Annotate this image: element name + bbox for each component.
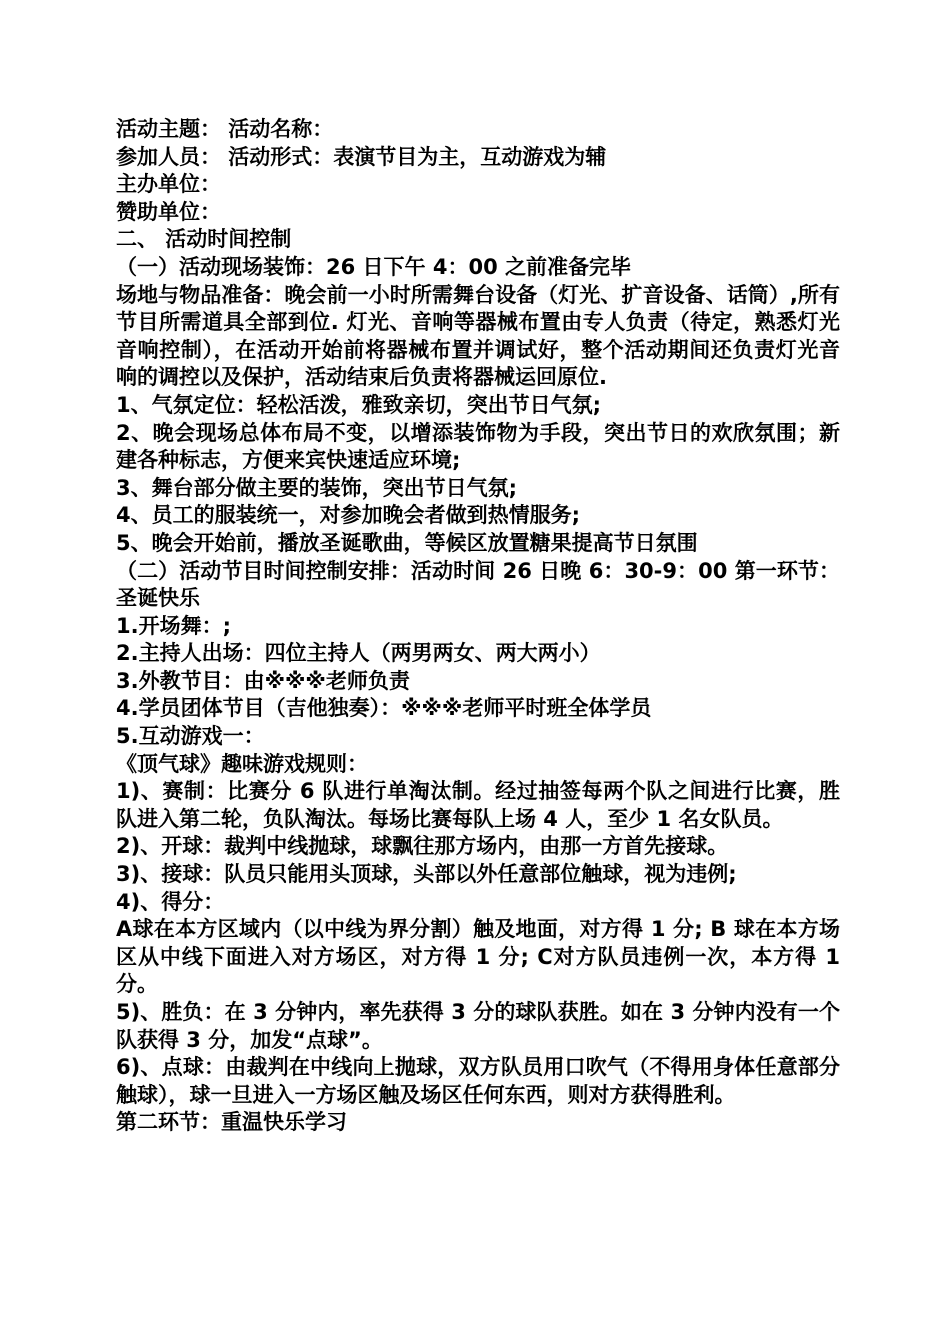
section-heading-time-control: 二、 活动时间控制 bbox=[116, 227, 292, 252]
document-body bbox=[116, 116, 840, 1137]
paragraph-venue-preparation: 场地与物品准备：晚会前一小时所需舞台设备（灯光、扩音设备、话筒）,所有节目所需道具全部到位. 灯光、音响等器械布置由专人负责（待定，熟悉灯光音响控制），在活动开始前将器械布置并调试好，整个活动期间还负责灯光音响的调控以及保护，活动结束后负责将器械运回原位. bbox=[116, 282, 840, 390]
list-item: 2.主持人出场：四位主持人（两男两女、两大两小） bbox=[116, 641, 601, 666]
list-item: 5.互动游戏一： bbox=[116, 724, 265, 749]
list-item: 2、晚会现场总体布局不变，以增添装饰物为手段，突出节日的欢欣氛围；新建各种标志，方便来宾快速适应环境; bbox=[116, 420, 840, 473]
list-item: 5、晚会开始前，播放圣诞歌曲，等候区放置糖果提高节日氛围 bbox=[116, 530, 698, 555]
rule-item: 1)、赛制：比赛分 6 队进行单淘汰制。经过抽签每两个队之间进行比赛，胜队进入第二轮，负队淘汰。每场比赛每队上场 4 人，至少 1 名女队员。 bbox=[116, 779, 840, 831]
list-item: 3、舞台部分做主要的装饰，突出节日气氛; bbox=[116, 475, 518, 500]
rule-item: 2)、开球：裁判中线抛球，球飘往那方场内，由那一方首先接球。 bbox=[116, 834, 729, 859]
subheading-venue-decoration: （一）活动现场装饰：26 日下午 4：00 之前准备完毕 bbox=[116, 254, 631, 279]
rule-item: 3)、接球：队员只能用头顶球，头部以外任意部位触球，视为违例; bbox=[116, 862, 737, 887]
list-item: 1.开场舞：; bbox=[116, 613, 231, 638]
paragraph-participants: 参加人员： 活动形式：表演节目为主，互动游戏为辅 bbox=[116, 144, 607, 169]
list-item: 4、员工的服装统一，对参加晚会者做到热情服务; bbox=[116, 503, 581, 528]
rule-item: 6)、点球：由裁判在中线向上抛球，双方队员用口吹气（不得用身体任意部分触球），球一旦进入一方场区触及场区任何东西，则对方获得胜利。 bbox=[116, 1055, 840, 1107]
subheading-program-schedule: （二）活动节目时间控制安排：活动时间 26 日晚 6：30-9：00 第一环节：圣诞快乐 bbox=[116, 558, 840, 611]
paragraph-organizer: 主办单位： bbox=[116, 172, 221, 197]
rule-item: A球在本方区域内（以中线为界分割）触及地面，对方得 1 分; B 球在本方场区从中线下面进入对方场区，对方得 1 分; C对方队员违例一次，本方得 1 分。 bbox=[116, 917, 840, 997]
game-rules-title: 《顶气球》趣味游戏规则： bbox=[116, 751, 368, 776]
rule-item: 4)、得分： bbox=[116, 889, 225, 914]
list-item: 4.学员团体节目（吉他独奏）：※※※老师平时班全体学员 bbox=[116, 696, 652, 721]
subheading-second-segment: 第二环节：重温快乐学习 bbox=[116, 1110, 347, 1135]
list-item: 3.外教节目：由※※※老师负责 bbox=[116, 668, 410, 693]
paragraph-sponsor: 赞助单位： bbox=[116, 199, 221, 224]
paragraph-theme: 活动主题： 活动名称： bbox=[116, 117, 334, 141]
list-item: 1、气氛定位：轻松活泼，雅致亲切，突出节日气氛; bbox=[116, 392, 602, 417]
rule-item: 5)、胜负：在 3 分钟内，率先获得 3 分的球队获胜。如在 3 分钟内没有一个队获得 3 分，加发“点球”。 bbox=[116, 1000, 840, 1052]
